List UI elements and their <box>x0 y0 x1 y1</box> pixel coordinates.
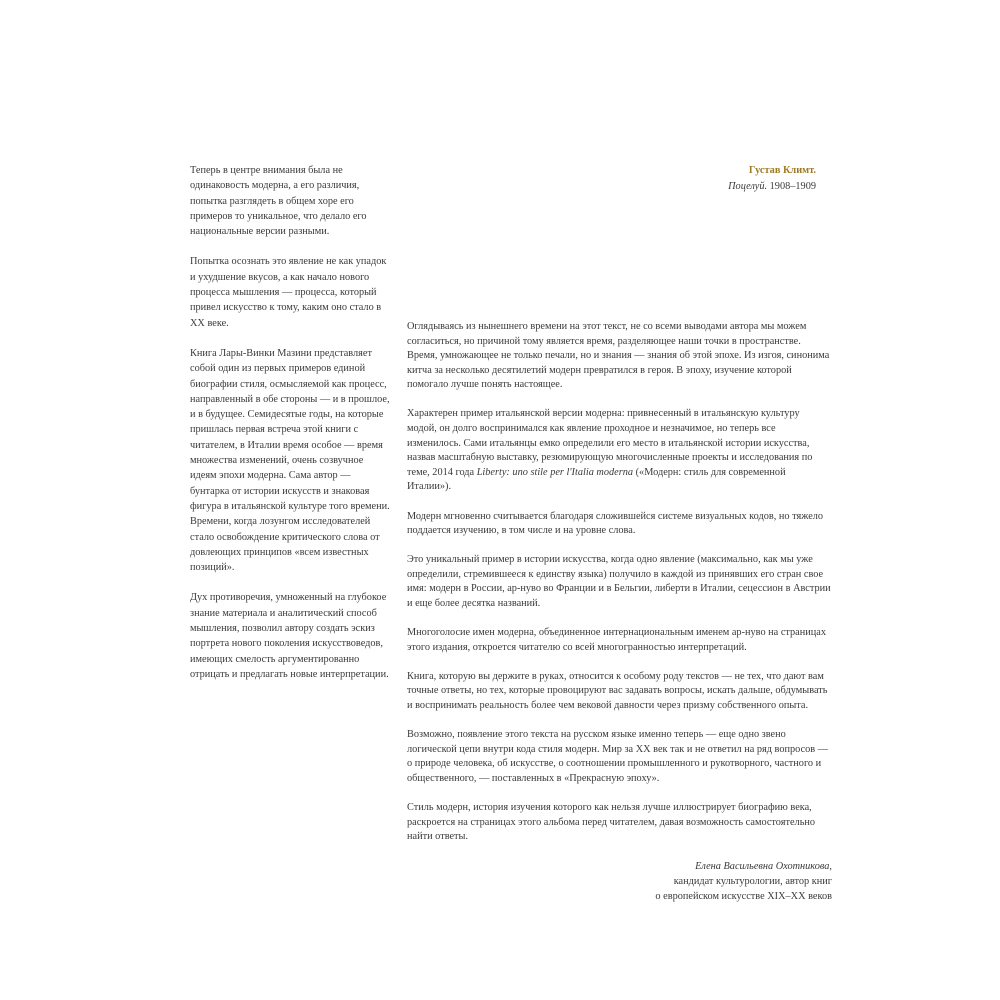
main-paragraph-7: Возможно, появление этого текста на русском языке именно теперь — еще одно звено логической цепи внутри кода стиля модерн. Мир за XX век так и не ответил на ряд вопросов — о природе человека, об искусстве, о соотношении промышленного и рукотворного, частного и общественного, — поставленных в «Прекрасную эпоху». <box>407 729 829 784</box>
main-paragraph-5: Многоголосие имен модерна, объединенное интернациональным именем ар-нуво на страницах этого издания, откроется читателю со всей многогранностью интерпретаций. <box>407 627 826 653</box>
main-paragraph-2-end: («Модерн: стиль для современной Италии»). <box>407 466 786 493</box>
left-paragraph-4: Дух противоречия, умноженный на глубокое знание материала и аналитический способ мышления, позволил автору создать эскиз портрета нового поколения искусствоведов, имеющих смелость аргументированно отрицать и предлагать новые интерпретации. <box>190 592 389 680</box>
main-paragraph-2 <box>407 407 832 495</box>
caption-work <box>700 179 816 195</box>
main-text-column <box>407 320 832 904</box>
image-caption <box>700 163 816 194</box>
signature-title: кандидат культурологии, автор книг <box>673 876 832 888</box>
caption-work-years: 1908–1909 <box>769 180 816 192</box>
main-paragraph-4: Это уникальный пример в истории искусства, когда одно явление (максимально, как мы уже определили, стремившееся к единству языка) получило в каждой из принявших его стран свое имя: модерн в России, ар-нуво во Франции и в Бельгии, либерти в Италии, сецессион в Австрии и еще более десятка названий. <box>407 554 831 609</box>
caption-work-title: Поцелуй. <box>728 180 768 192</box>
left-paragraph-2: Попытка осознать это явление не как упадок и ухудшение вкусов, а как начало нового процесса мышления — процесса, который привел искусство к тому, каким оно стало в XX веке. <box>190 256 387 329</box>
main-paragraph-3: Модерн мгновенно считывается благодаря сложившейся системе визуальных кодов, но тяжело поддается изучению, в том числе и на уровне слова. <box>407 510 824 537</box>
main-paragraph-1: Оглядываясь из нынешнего времени на этот текст, не со всеми выводами автора мы можем согласиться, но причиной тому является время, разделяющее наши точки в пространстве. Время, умножающее не только печали, но и знания — знания об этой эпохе. Из изгоя, синонима китча за несколько десятилетий модерн превратился в героя. В эпоху, изучение которой помогало лучше понять настоящее. <box>407 321 830 391</box>
main-paragraph-8: Стиль модерн, история изучения которого как нельзя лучше иллюстрирует биографию века, раскроется на страницах этого альбома перед читателем, давая возможность самостоятельно найти ответы. <box>407 801 816 843</box>
left-paragraph-3: Книга Лары-Винки Мазини представляет собой один из первых примеров единой биографии стиля, осмысляемой как процесс, направленный в обе стороны — и в прошлое, и в будущее. Семидесятые годы, на которые пришлась первая встреча этой книги с читателем, в Италии время особое — время множества изменений, очень созвучное идеям эпохи модерна. Сама автор — бунтарка от истории искусств и знаковая фигура в итальянской культуре того времени. Времени, когда лозунгом исследователей стало освобождение критического слова от довлеющих принципов «всем известных позиций». <box>190 347 390 574</box>
left-text-column <box>190 163 390 697</box>
exhibition-title: Liberty: uno stile per l'Italia moderna <box>476 466 634 478</box>
main-paragraph-2-start: Характерен пример итальянской версии модерна: привнесенный в итальянскую культуру модой, он долго воспринимался как явление проходное и незначимое, но теперь все изменилось. Сами итальянцы емко определили его место в итальянской истории искусства, назвав масштабную выставку, резюмирующую многочисленные проекты и исследования по теме, 2014 года <box>407 408 813 478</box>
signature-name: Елена Васильевна Охотникова, <box>695 861 832 873</box>
caption-author: Густав Климт. <box>748 165 816 176</box>
left-paragraph-1: Теперь в центре внимания была не одинаковость модерна, а его различия, попытка разглядеть в общем хоре его примеров то уникальное, что делало его национальные версии разными. <box>190 165 367 238</box>
signature <box>407 859 832 904</box>
signature-subtitle: о европейском искусстве XIX–XX веков <box>655 891 832 903</box>
main-paragraph-6: Книга, которую вы держите в руках, относится к особому роду текстов — не тех, что дают вам точные ответы, но тех, которые провоцируют вас задавать вопросы, искать дальше, обдумывать и воспринимать реальность более чем вековой давности через призму собственного опыта. <box>407 670 828 711</box>
